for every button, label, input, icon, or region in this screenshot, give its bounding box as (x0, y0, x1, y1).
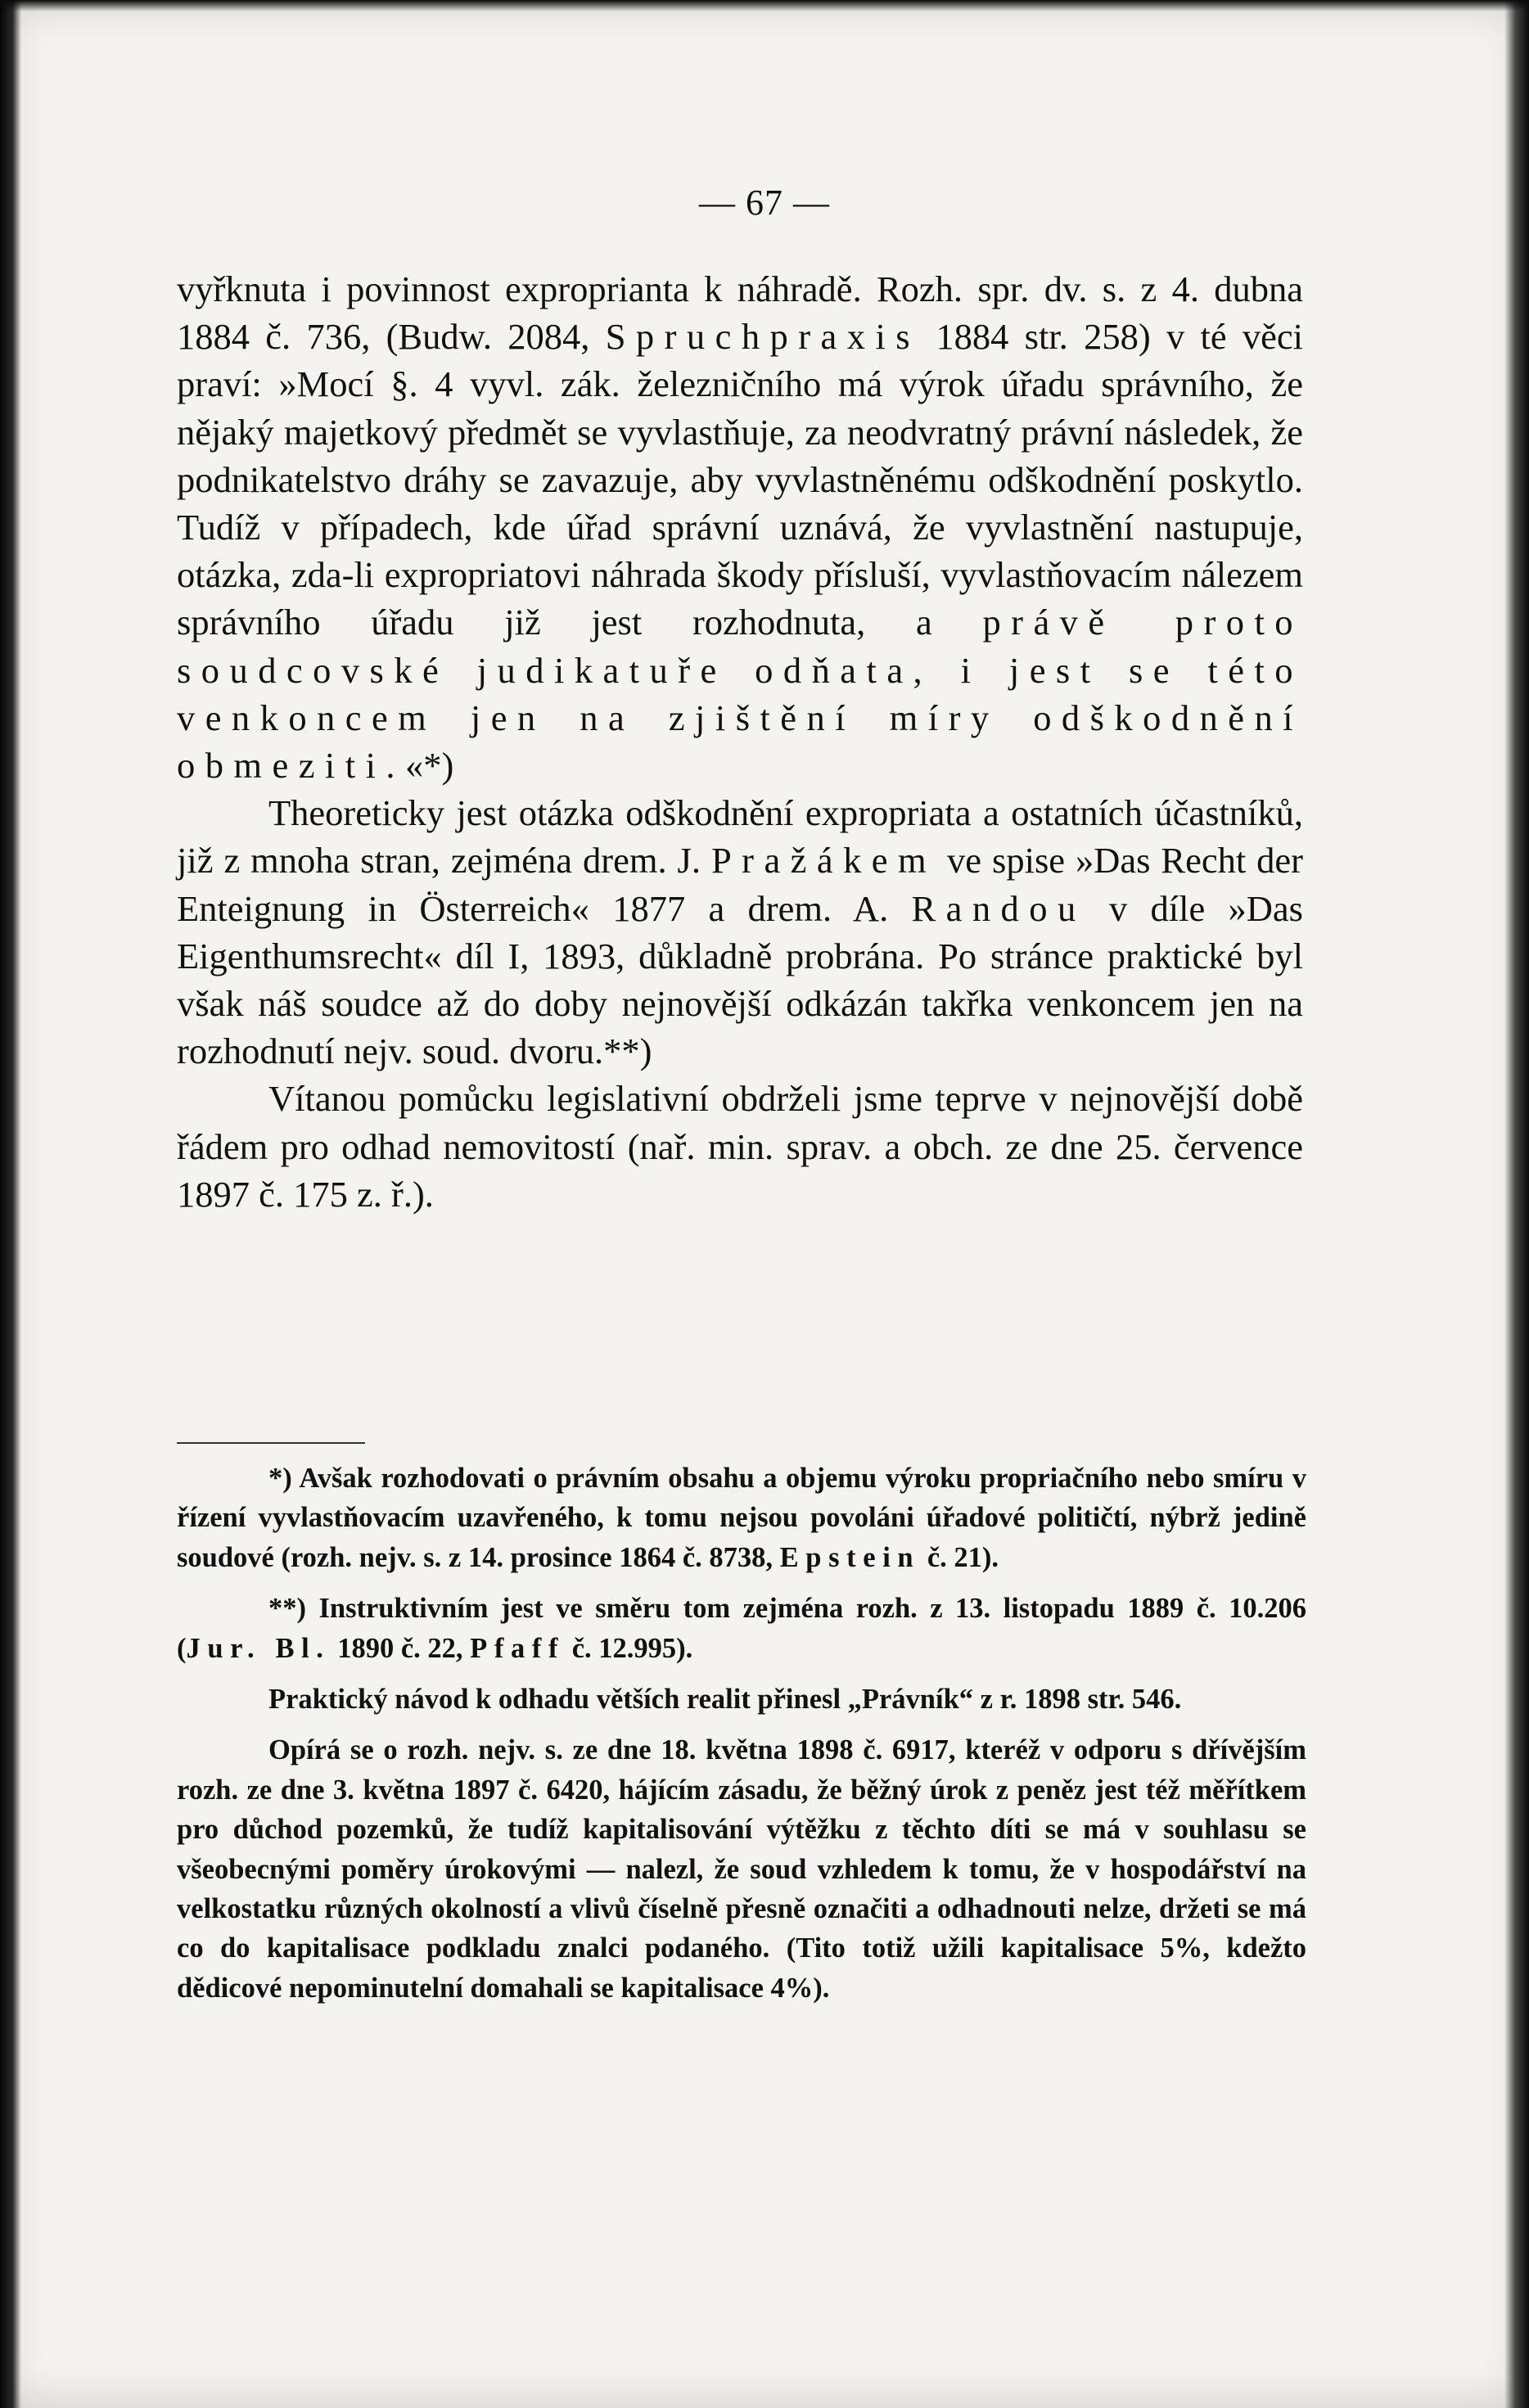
spaced-name-jur-bl: Jur. Bl. (186, 1632, 331, 1664)
spaced-quote-emphasis: právě proto soudcovské judikatuře odňata, i jest se této venkoncem jen na zjištění míry odškodnění obmeziti. (177, 602, 1303, 787)
footnote-2-part-c: 1890 č. 22, (330, 1632, 471, 1664)
paragraph-1 (177, 265, 1303, 789)
spaced-name-randa: Randou (911, 887, 1086, 929)
scan-edge-top (0, 0, 1529, 11)
spaced-name-prazak: Pražákem (710, 840, 937, 882)
scan-edge-right (1504, 0, 1529, 2408)
footnote-2-part-e: č. 12.995). (565, 1632, 693, 1664)
footnote-1-part-a: *) Avšak rozhodovati o právním obsahu a objemu výroku propriačního nebo smíru v řízení vyvlastňovacím uzavřeného, k tomu nejsou povoláni úřadové političtí, nýbrž jedině soudové (rozh. nejv. s. z 14. prosince 1864 č. 8738, (177, 1463, 1306, 1573)
paragraph-2-part-e: v díle »Das Eigenthumsrecht« díl I, 1893, důkladně probrána. Po stránce praktické byl však náš soudce až do doby nejnovější odkázán takřka venkoncem jen na rozhodnutí nejv. soud. dvoru.**) (177, 887, 1304, 1072)
page-number: — 67 — (699, 183, 830, 223)
footnote-divider (177, 1442, 365, 1444)
spaced-term-spruchpraxis: Spruchpraxis (605, 316, 921, 358)
paragraph-3: Vítanou pomůcku legislativní obdrželi jsme teprve v nejnovější době řádem pro odhad nemovitostí (nař. min. sprav. a obch. ze dne 25. července 1897 č. 175 z. ř.). (177, 1078, 1303, 1215)
footnote-1 (177, 1459, 1306, 1577)
spaced-name-epstein: Epstein (779, 1541, 921, 1573)
paragraph-2-part-a: Theoreticky jest otázka odškodnění expropriata a ostatních účastníků, již z mnoha stran, zejména drem. J. (177, 792, 1303, 882)
footnote-3: Praktický návod k odhadu větších realit přinesl „Právník“ z r. 1898 str. 546. (268, 1684, 1182, 1716)
paragraph-1-part-c: 1884 str. 258) v té věci praví: »Mocí §. 4 vyvl. zák. železničního má výrok úřadu správního, že nějaký majetkový předmět se vyvlastňuje, za neodvratný právní následek, že podnikatelstvo dráhy se zavazuje, aby vyvlastněnému odškodnění poskytlo. Tudíž v případech, kde úřad správní uznává, že vyvlastnění nastupuje, otázka, zda-li expropriatovi náhrada škody přísluší, vyvlastňovacím nálezem správního úřadu již jest rozhodnuta, a (177, 316, 1303, 643)
footnote-1-part-c: č. 21). (920, 1541, 999, 1573)
footnote-2-part-a: **) Instruktivním jest ve směru tom zejména rozh. z 13. listopadu 1889 č. 10.206 ( (177, 1593, 1306, 1664)
spaced-name-pfaff: Pfaff (470, 1632, 566, 1664)
paragraph-2-part-c: ve spise »Das Recht der Enteignung in Österreich« 1877 a drem. A. (177, 840, 1303, 929)
paragraph-2 (177, 789, 1303, 1075)
footnote-4: Opírá se o rozh. nejv. s. ze dne 18. května 1898 č. 6917, kteréž v odporu s dřívějším rozh. ze dne 3. května 1897 č. 6420, hájícím zásadu, že běžný úrok z peněz jest též měřítkem pro důchod pozemků, že tudíž kapitalisování výtěžku z těchto díti se má v souhlasu se všeobecnými poměry úrokovými — nalezl, že soud vzhledem k tomu, že v hospodářství na velkostatku různých okolností a vlivů číselně přesně označiti a odhadnouti nelze, držeti se má co do kapitalisace podkladu znalci podaného. (Tito totiž užili kapitalisace 5%, kdežto dědicové nepominutelní domahali se kapitalisace 4%). (177, 1734, 1306, 2004)
footnotes (177, 1459, 1306, 2019)
scan-edge-left (0, 0, 21, 2408)
main-text (177, 265, 1303, 1218)
footnote-2 (177, 1589, 1306, 1668)
footnote-ref-1: «*) (404, 745, 454, 787)
paragraph-1-part-a: vyřknuta i povinnost exproprianta k náhradě. Rozh. spr. dv. s. z 4. dubna 1884 č. 736, (Budw. 2084, (177, 268, 1303, 358)
